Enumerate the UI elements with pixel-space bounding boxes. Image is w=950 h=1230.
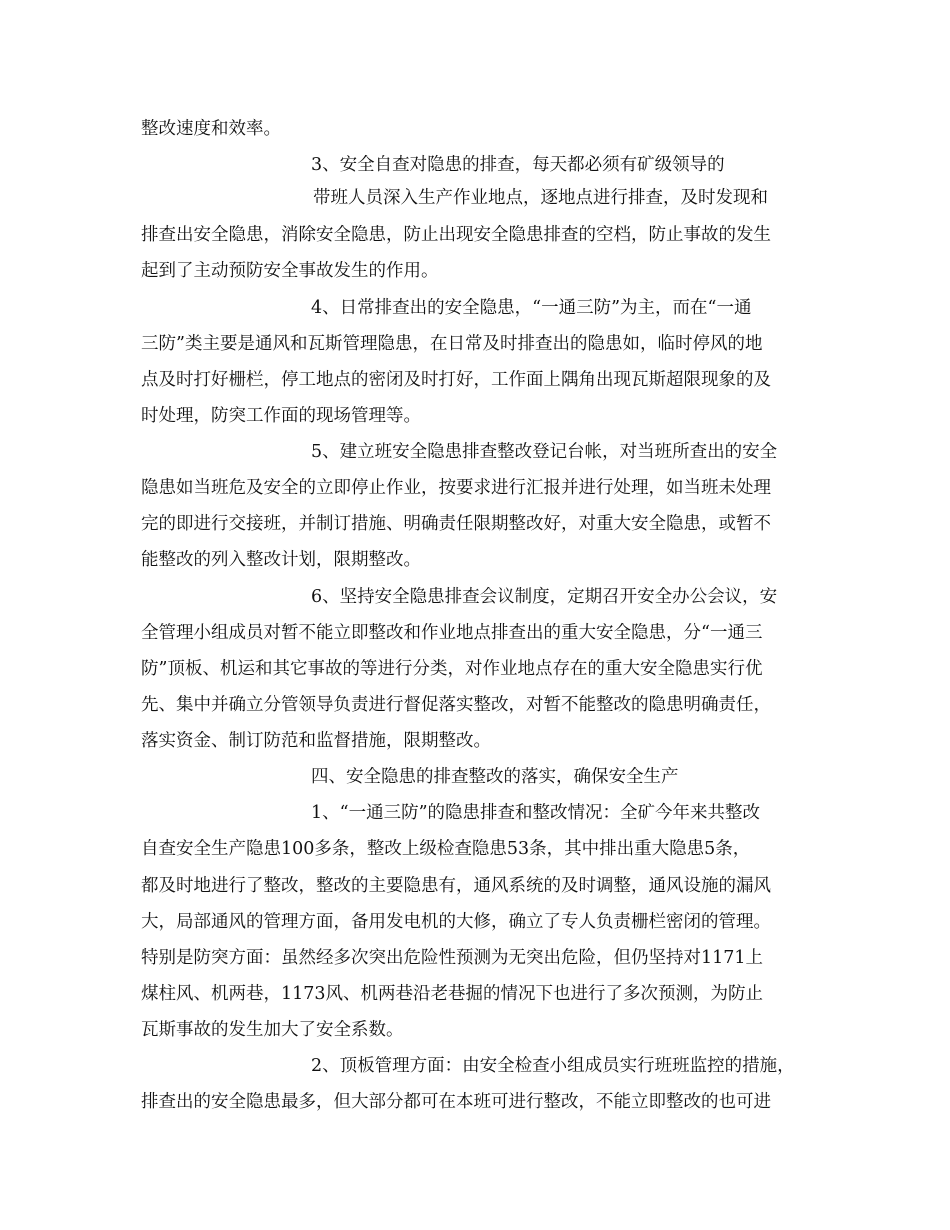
- text-line: 瓦斯事故的发生加大了安全系数。: [141, 1020, 404, 1040]
- text-line: 完的即进行交接班，并制订措施、明确责任限期整改好，对重大安全隐患，或暂不: [141, 514, 771, 534]
- text-line: 防”顶板、机运和其它事故的等进行分类，对作业地点存在的重大安全隐患实行优: [141, 659, 763, 679]
- text-line: 起到了主动预防安全事故发生的作用。: [141, 261, 439, 281]
- text-line: 3、安全自查对隐患的排查，每天都必须有矿级领导的: [311, 155, 725, 175]
- text-line: 4、日常排查出的安全隐患，“一通三防”为主，而在“一通: [311, 298, 752, 318]
- text-line: 大，局部通风的管理方面，备用发电机的大修，确立了专人负责栅栏密闭的管理。: [141, 912, 771, 932]
- text-line: 排查出的安全隐患最多，但大部分都可在本班可进行整改，不能立即整改的也可进: [141, 1092, 771, 1112]
- text-line: 都及时地进行了整改，整改的主要隐患有，通风系统的及时调整，通风设施的漏风: [141, 876, 771, 896]
- section-heading: 四、安全隐患的排查整改的落实，确保安全生产: [311, 767, 679, 787]
- text-line: 排查出安全隐患，消除安全隐患，防止出现安全隐患排查的空档，防止事故的发生: [141, 225, 771, 245]
- text-line: 带班人员深入生产作业地点，逐地点进行排查，及时发现和: [313, 188, 768, 208]
- text-line: 三防”类主要是通风和瓦斯管理隐患，在日常及时排查出的隐患如，临时停风的地: [141, 334, 763, 354]
- text-line: 6、坚持安全隐患排查会议制度，定期召开安全办公会议，安: [311, 587, 778, 607]
- text-line: 整改速度和效率。: [141, 119, 281, 139]
- text-line: 点及时打好栅栏，停工地点的密闭及时打好，工作面上隅角出现瓦斯超限现象的及: [141, 370, 771, 390]
- text-line: 隐患如当班危及安全的立即停止作业，按要求进行汇报并进行处理，如当班未处理: [141, 478, 771, 498]
- text-line: 5、建立班安全隐患排查整改登记台帐，对当班所查出的安全: [311, 442, 778, 462]
- text-line: 特别是防突方面：虽然经多次突出危险性预测为无突出危险，但仍坚持对1171上: [141, 948, 764, 968]
- text-line: 时处理，防突工作面的现场管理等。: [141, 406, 421, 426]
- text-line: 能整改的列入整改计划，限期整改。: [141, 550, 421, 570]
- text-line: 煤柱风、机两巷，1173风、机两巷沿老巷掘的情况下也进行了多次预测，为防止: [141, 984, 764, 1004]
- text-line: 先、集中并确立分管领导负责进行督促落实整改，对暂不能整改的隐患明确责任，: [141, 695, 771, 715]
- text-line: 落实资金、制订防范和监督措施，限期整改。: [141, 731, 491, 751]
- text-line: 2、顶板管理方面：由安全检查小组成员实行班班监控的措施，: [311, 1056, 795, 1076]
- text-line: 全管理小组成员对暂不能立即整改和作业地点排查出的重大安全隐患，分“一通三: [141, 623, 763, 643]
- text-line: 1、“一通三防”的隐患排查和整改情况：全矿今年来共整改: [311, 803, 761, 823]
- text-line: 自查安全生产隐患100多条，整改上级检查隐患53条，其中排出重大隐患5条，: [141, 839, 751, 859]
